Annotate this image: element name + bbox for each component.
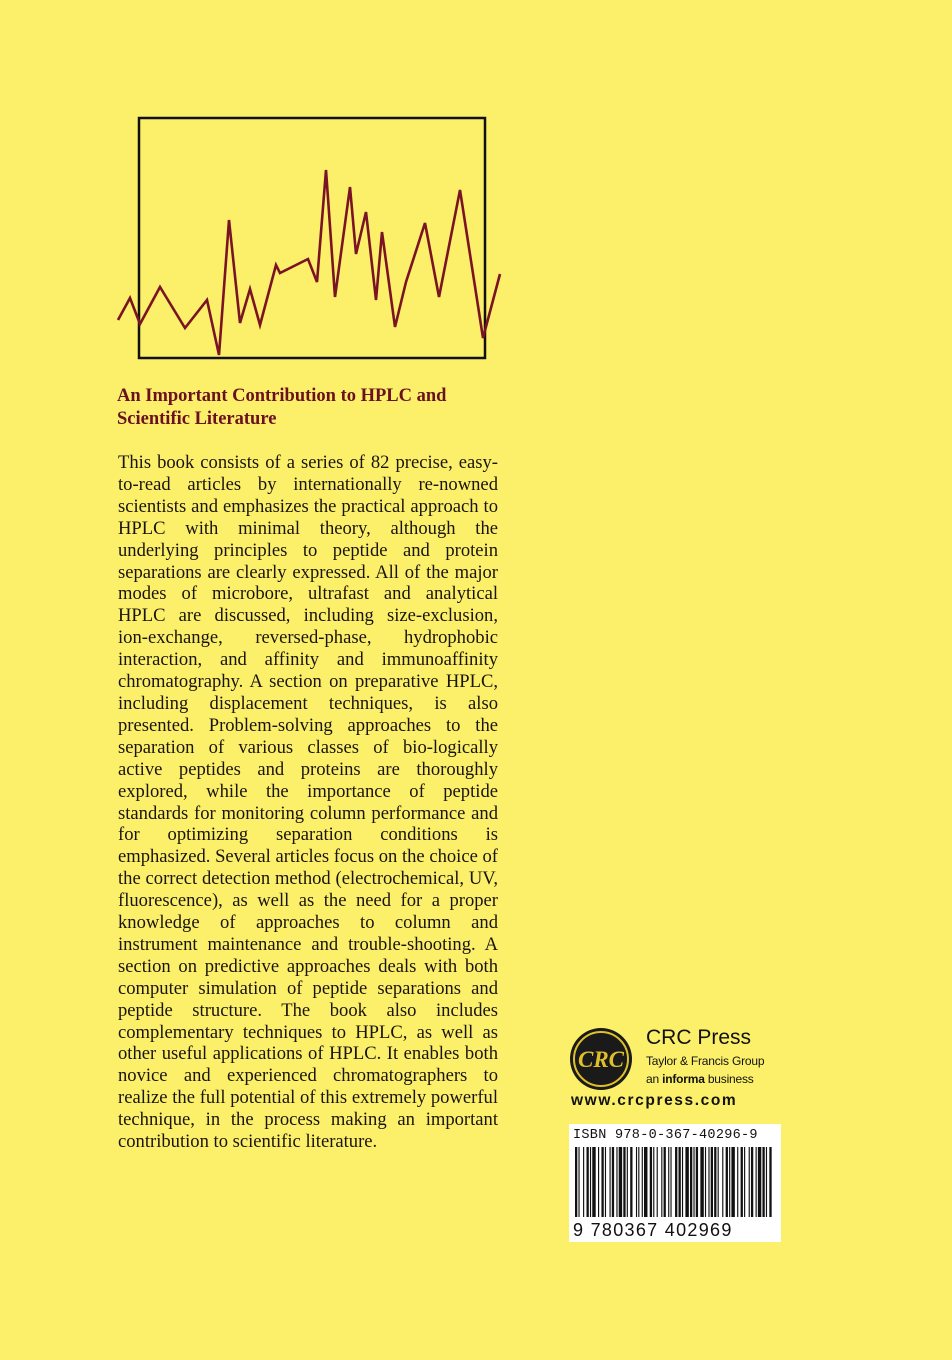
barcode-bar bbox=[769, 1147, 771, 1217]
barcode-bar bbox=[722, 1147, 723, 1217]
barcode-bar bbox=[749, 1147, 750, 1217]
barcode-bar bbox=[762, 1147, 764, 1217]
barcode-bar bbox=[590, 1147, 591, 1217]
barcode-digits: 9 780367 402969 bbox=[573, 1220, 733, 1240]
barcode-bar bbox=[741, 1147, 743, 1217]
barcode-bar bbox=[598, 1147, 599, 1217]
informa-word: informa bbox=[662, 1072, 705, 1086]
informa-suffix: business bbox=[704, 1072, 754, 1086]
barcode-bar bbox=[737, 1147, 738, 1217]
barcode-bar bbox=[578, 1147, 579, 1217]
isbn-label: ISBN 978-0-367-40296-9 bbox=[573, 1128, 758, 1143]
barcode-bar bbox=[664, 1147, 666, 1217]
barcode-bar bbox=[670, 1147, 671, 1217]
barcode-bar bbox=[619, 1147, 622, 1217]
barcode-bar bbox=[630, 1147, 632, 1217]
barcode-bar bbox=[766, 1147, 767, 1217]
barcode-bar bbox=[627, 1147, 628, 1217]
publisher-block bbox=[568, 1020, 788, 1110]
barcode-bar bbox=[653, 1147, 654, 1217]
barcode-bar bbox=[587, 1147, 589, 1217]
barcode-bar bbox=[657, 1147, 658, 1217]
barcode-bar bbox=[583, 1147, 584, 1217]
barcode-bar bbox=[729, 1147, 730, 1217]
crc-logo-icon bbox=[568, 1026, 634, 1092]
barcode-bar bbox=[758, 1147, 761, 1217]
publisher-url[interactable]: www.crcpress.com bbox=[571, 1092, 738, 1109]
crc-logo-text: CRC bbox=[577, 1047, 625, 1072]
barcode-bar bbox=[623, 1147, 625, 1217]
barcode-bar bbox=[668, 1147, 669, 1217]
barcode-bar bbox=[592, 1147, 595, 1217]
publisher-name: CRC Press bbox=[646, 1026, 752, 1049]
barcode-bar bbox=[690, 1147, 692, 1217]
barcode-bar bbox=[644, 1147, 647, 1217]
publisher-group: Taylor & Francis Group bbox=[646, 1054, 765, 1068]
chromatogram-graphic bbox=[110, 110, 510, 370]
barcode-bar bbox=[675, 1147, 677, 1217]
barcode-bar bbox=[616, 1147, 617, 1217]
barcode-bar bbox=[756, 1147, 757, 1217]
barcode-bar bbox=[636, 1147, 637, 1217]
informa-prefix: an bbox=[646, 1072, 663, 1086]
isbn-barcode bbox=[569, 1124, 781, 1242]
chromatogram-trace bbox=[118, 170, 500, 355]
barcode-bar bbox=[575, 1147, 577, 1217]
cover-description: This book consists of a series of 82 precise, easy-to-read articles by internationally re-nowned scientists and emphasizes the practical approach to HPLC with minimal theory, although the underlying principles to peptide and protein separations are clearly expressed. All of the major modes of microbore, ultrafast and analytical HPLC are discussed, including size-exclusion, ion-exchange, reversed-phase, hydrophobic interaction, and affinity and immunoaffinity chromatography. A section on preparative HPLC, including displacement techniques, is also presented. Problem-solving approaches to the separation of various classes of bio-logically active peptides and proteins are thoroughly explored, while the importance of peptide standards for monitoring column performance and for optimizing separation conditions is emphasized. Several articles focus on the choice of the correct detection method (electrochemical, UV, fluorescence), as well as the need for a proper knowledge of approaches to column and instrument maintenance and trouble-shooting. A section on predictive approaches deals with both computer simulation of peptide separations and peptide structure. The book also includes complementary techniques to HPLC, as well as other useful applications of HPLC. It enables both novice and experienced chromatographers to realize the full potential of this extremely powerful technique, in the process making an important contribution to scientific literature. bbox=[118, 452, 498, 1153]
barcode-bar bbox=[696, 1147, 698, 1217]
barcode-bar bbox=[682, 1147, 683, 1217]
barcode-bar bbox=[679, 1147, 681, 1217]
barcode-bar bbox=[612, 1147, 614, 1217]
barcode-bar bbox=[744, 1147, 745, 1217]
barcode-bar bbox=[661, 1147, 662, 1217]
cover-heading: An Important Contribution to HPLC and Scientific Literature bbox=[117, 386, 447, 429]
barcode-bar bbox=[718, 1147, 719, 1217]
barcode-bar bbox=[708, 1147, 709, 1217]
barcode-bar bbox=[731, 1147, 734, 1217]
publisher-informa bbox=[646, 1072, 754, 1086]
barcode-bar bbox=[610, 1147, 611, 1217]
barcode-bar bbox=[642, 1147, 643, 1217]
barcode-bar bbox=[693, 1147, 694, 1217]
barcode-bars bbox=[573, 1147, 777, 1217]
barcode-bar bbox=[726, 1147, 728, 1217]
barcode-bar bbox=[714, 1147, 716, 1217]
barcode-bar bbox=[650, 1147, 652, 1217]
barcode-bar bbox=[601, 1147, 603, 1217]
barcode-bar bbox=[705, 1147, 706, 1217]
barcode-bar bbox=[685, 1147, 688, 1217]
barcode-bar bbox=[638, 1147, 639, 1217]
barcode-bar bbox=[711, 1147, 713, 1217]
barcode-bar bbox=[700, 1147, 703, 1217]
barcode-bar bbox=[751, 1147, 753, 1217]
barcode-bar bbox=[605, 1147, 606, 1217]
